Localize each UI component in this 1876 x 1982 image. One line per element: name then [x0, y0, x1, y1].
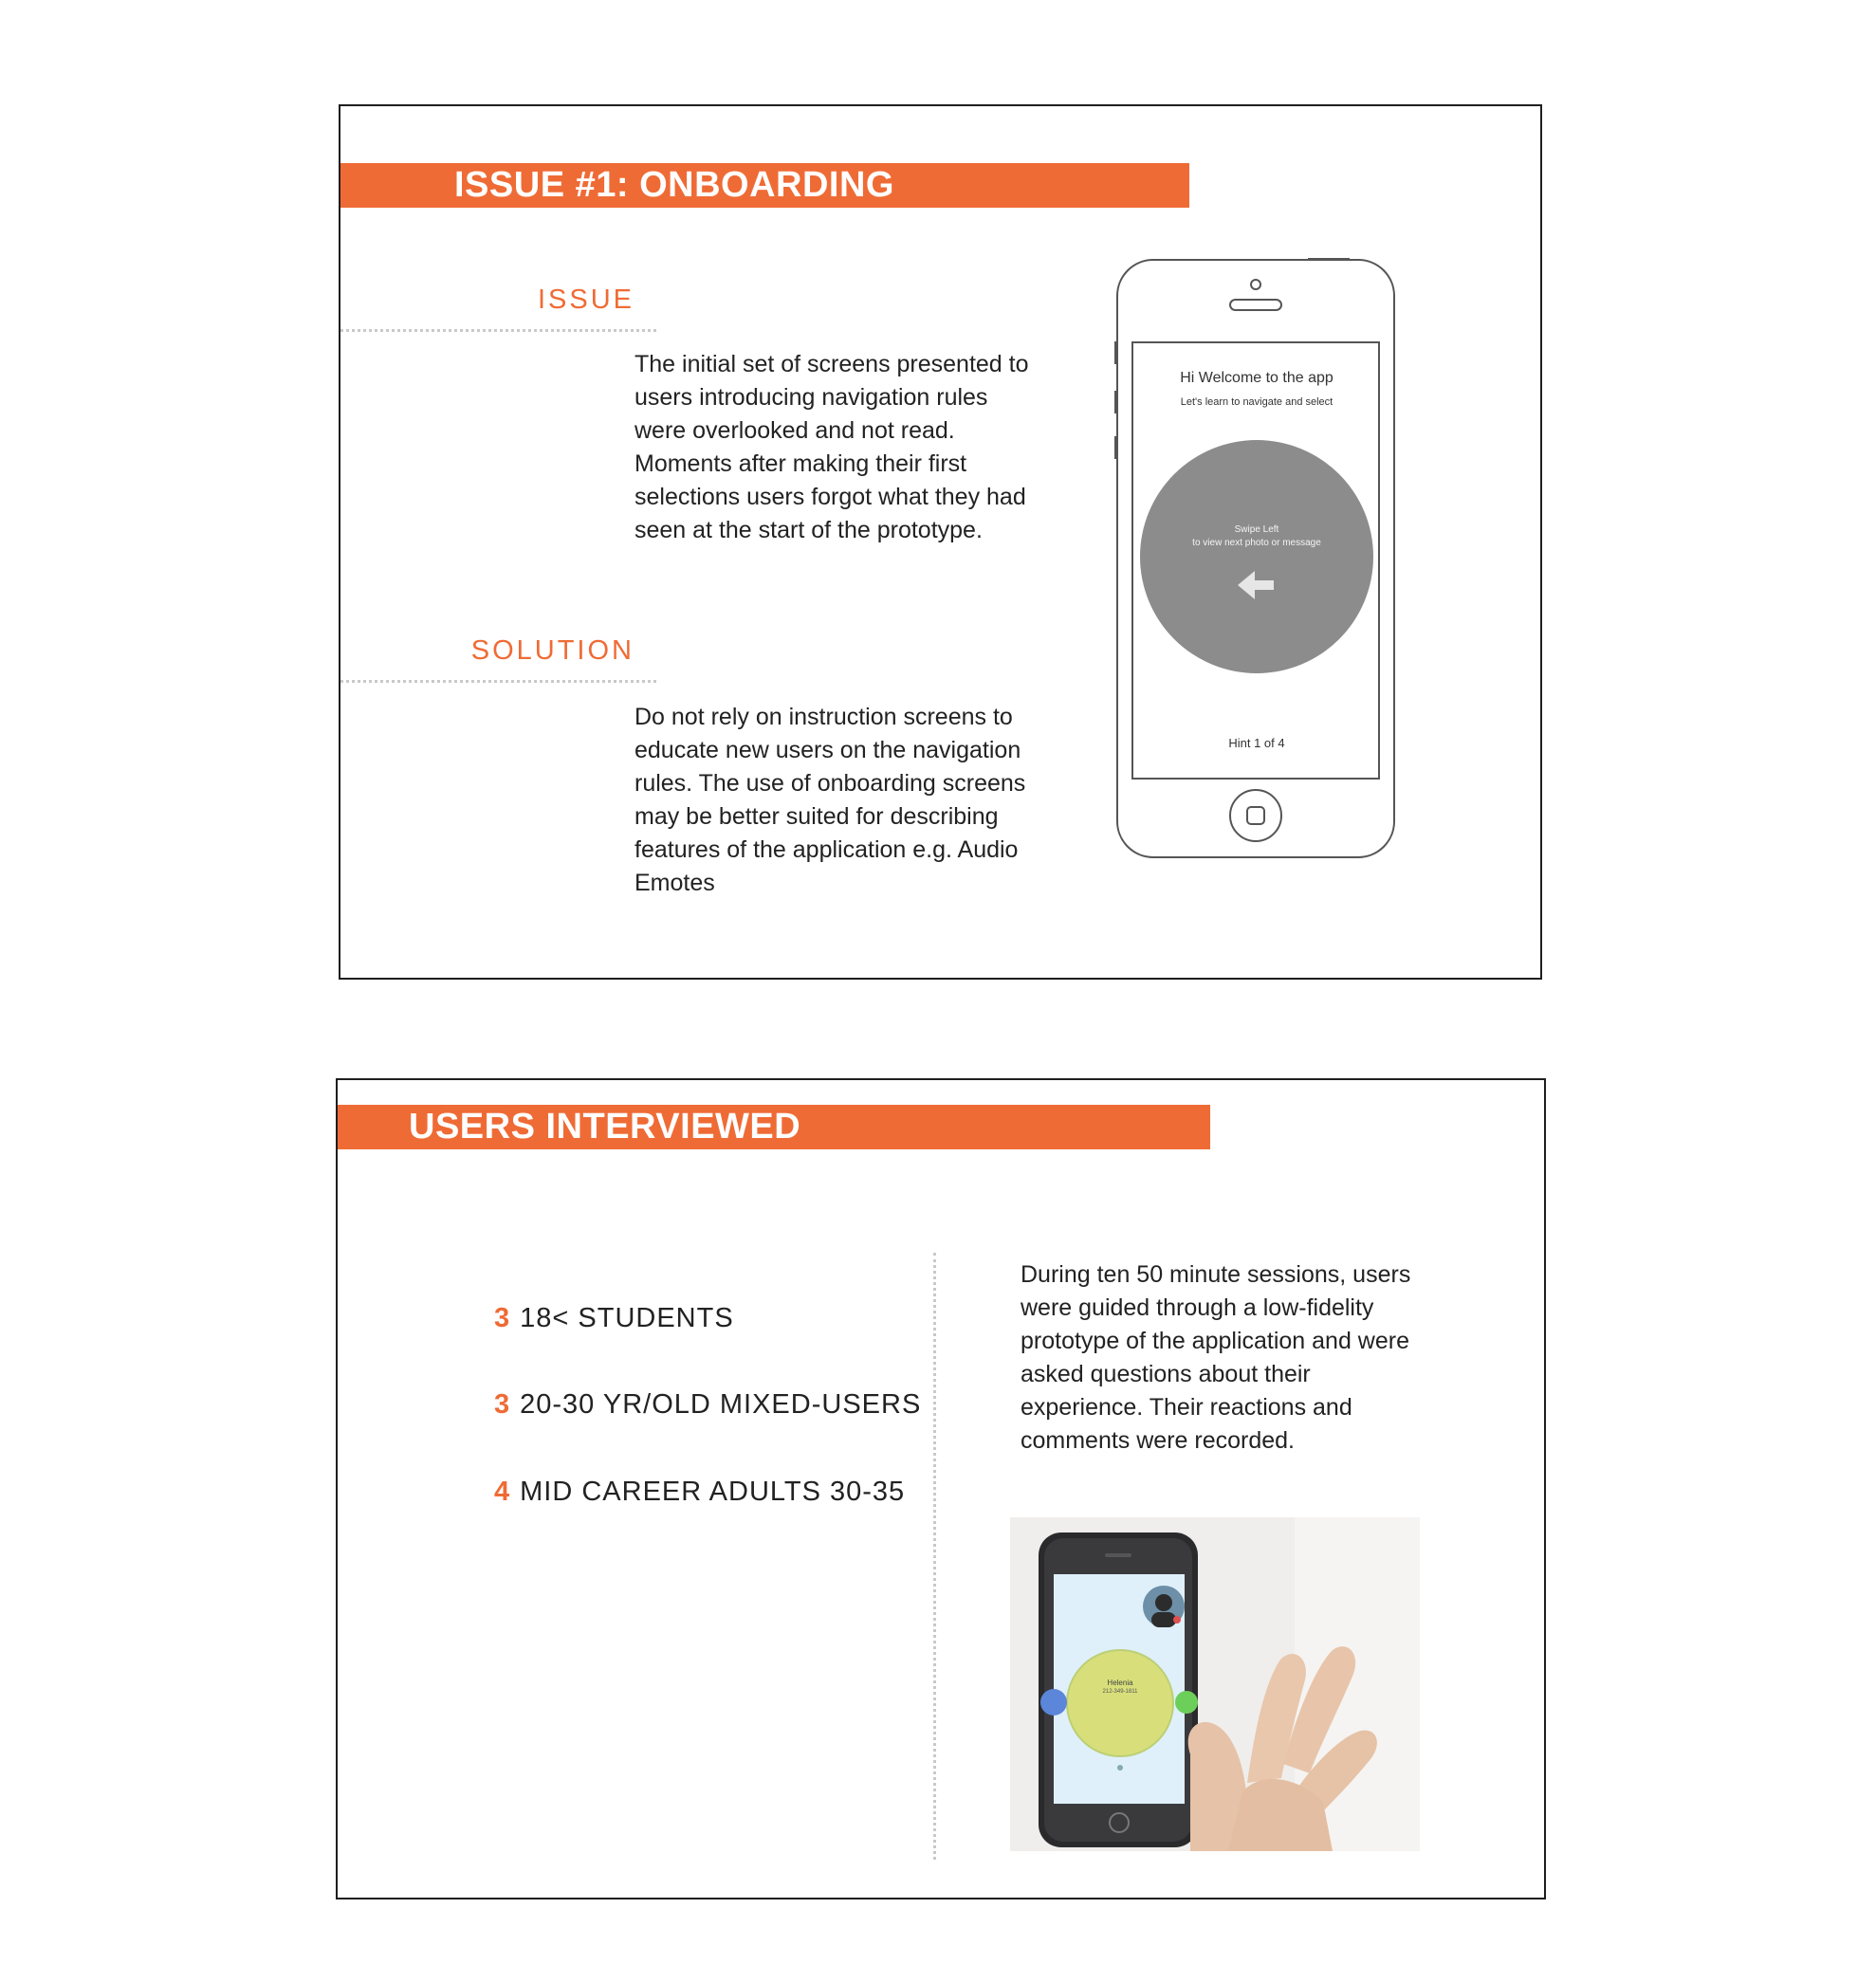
- hint-circle: [1140, 440, 1373, 673]
- phone-outline: [1114, 258, 1397, 861]
- column-divider: [933, 1253, 936, 1860]
- slide-onboarding-issue: [339, 104, 1542, 980]
- contact-name: Helenia: [1107, 1679, 1133, 1687]
- stat-mixed-users: [494, 1389, 921, 1421]
- solution-divider: [340, 680, 656, 683]
- issue-heading: ISSUE: [537, 284, 635, 315]
- stat-label: MID CAREER ADULTS 30-35: [520, 1477, 906, 1507]
- contact-phone: 212-349-1811: [1102, 1689, 1138, 1695]
- stat-students: [494, 1303, 734, 1334]
- sessions-description: During ten 50 minute sessions, users were guided through a low-fidelity prototype of the application and were asked questions about their experience. Their reactions and comments were recorded.: [1021, 1261, 1411, 1454]
- stat-label: 20-30 YR/OLD MIXED-USERS: [520, 1389, 922, 1420]
- swipe-instruction-detail: to view next photo or message: [1192, 538, 1321, 548]
- slide-title: ISSUE #1: ONBOARDING: [340, 163, 1189, 208]
- swipe-instruction-title: Swipe Left: [1234, 524, 1279, 535]
- slide-title: USERS INTERVIEWED: [338, 1105, 1210, 1149]
- solution-body: Do not rely on instruction screens to educate new users on the navigation rules. The use of onboarding screens may be better suited for describing features of the application e.g. Audio Emotes: [635, 704, 1026, 896]
- user-testing-photo: [1010, 1517, 1420, 1851]
- stat-count: 3: [494, 1389, 511, 1420]
- issue-divider: [340, 329, 656, 332]
- contact-bubble: [1067, 1650, 1173, 1756]
- slide-users-interviewed: [336, 1078, 1546, 1899]
- welcome-subtitle: Let's learn to navigate and select: [1180, 396, 1333, 408]
- stat-count: 4: [494, 1477, 511, 1507]
- stat-label: 18< STUDENTS: [520, 1303, 734, 1333]
- stat-mid-career: [494, 1477, 905, 1508]
- welcome-text: Hi Welcome to the app: [1180, 370, 1333, 386]
- solution-heading: SOLUTION: [470, 635, 635, 666]
- phone-wireframe: [1114, 258, 1397, 861]
- hint-counter: Hint 1 of 4: [1228, 736, 1285, 750]
- issue-body: The initial set of screens presented to users introducing navigation rules were overlooked and not read. Moments after making their first selections users forgot what they had seen at the start of the prototype.: [635, 351, 1029, 543]
- stat-count: 3: [494, 1303, 511, 1333]
